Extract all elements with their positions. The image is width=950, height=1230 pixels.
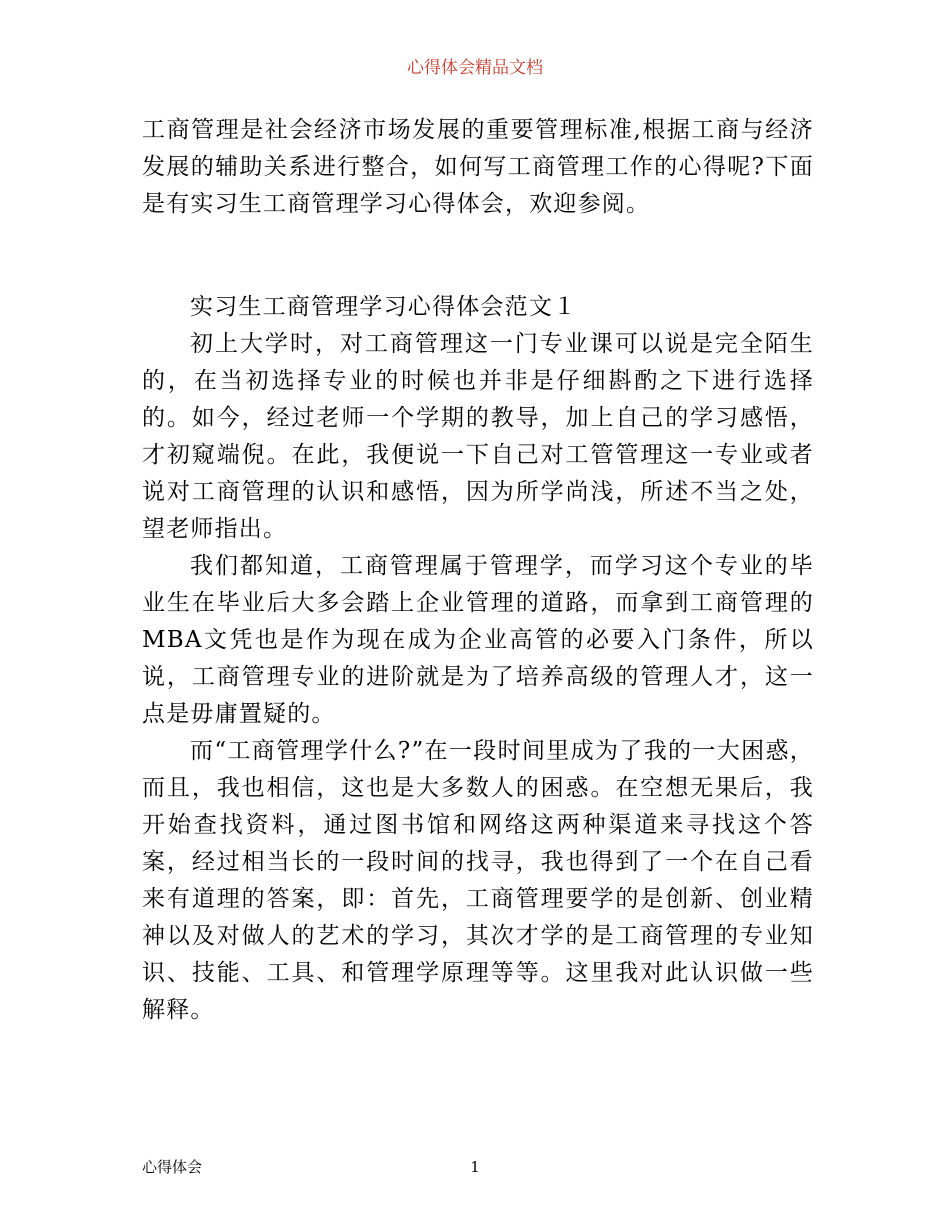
intro-paragraph: 工商管理是社会经济市场发展的重要管理标准,根据工商与经济发展的辅助关系进行整合，如何写工商管理工作的心得呢?下面是有实习生工商管理学习心得体会，欢迎参阅。: [142, 117, 814, 217]
body-paragraph-3: 而“工商管理学什么?”在一段时间里成为了我的一大困惑，而且，我也相信，这也是大多数人的困惑。在空想无果后，我开始查找资料，通过图书馆和网络这两种渠道来寻找这个答案，经过相当长的一段时间的找寻，我也得到了一个在自己看来有道理的答案，即：首先，工商管理要学的是创新、创业精神以及对做人的艺术的学习，其次才学的是工商管理的专业知识、技能、工具、和管理学原理等等。这里我对此认识做一些解释。: [142, 738, 814, 1023]
document-header-title: 心得体会精品文档: [407, 58, 543, 78]
body-paragraph-2: 我们都知道，工商管理属于管理学，而学习这个专业的毕业生在毕业后大多会踏上企业管理的道路，而拿到工商管理的MBA文凭也是作为现在成为企业高管的必要入门条件，所以说，工商管理专业的进阶就是为了培养高级的管理人才，这一点是毋庸置疑的。: [142, 553, 814, 727]
page-number: 1: [470, 1158, 480, 1176]
footer-label: 心得体会: [142, 1158, 203, 1176]
document-body: [142, 112, 814, 1029]
body-paragraph-1: 初上大学时，对工商管理这一门专业课可以说是完全陌生的，在当初选择专业的时候也并非是仔细斟酌之下进行选择的。如今，经过老师一个学期的教导，加上自己的学习感悟，才初窥端倪。在此，我便说一下自己对工管管理这一专业或者说对工商管理的认识和感悟，因为所学尚浅，所述不当之处，望老师指出。: [142, 331, 814, 542]
section-title: 实习生工商管理学习心得体会范文１: [190, 294, 578, 320]
